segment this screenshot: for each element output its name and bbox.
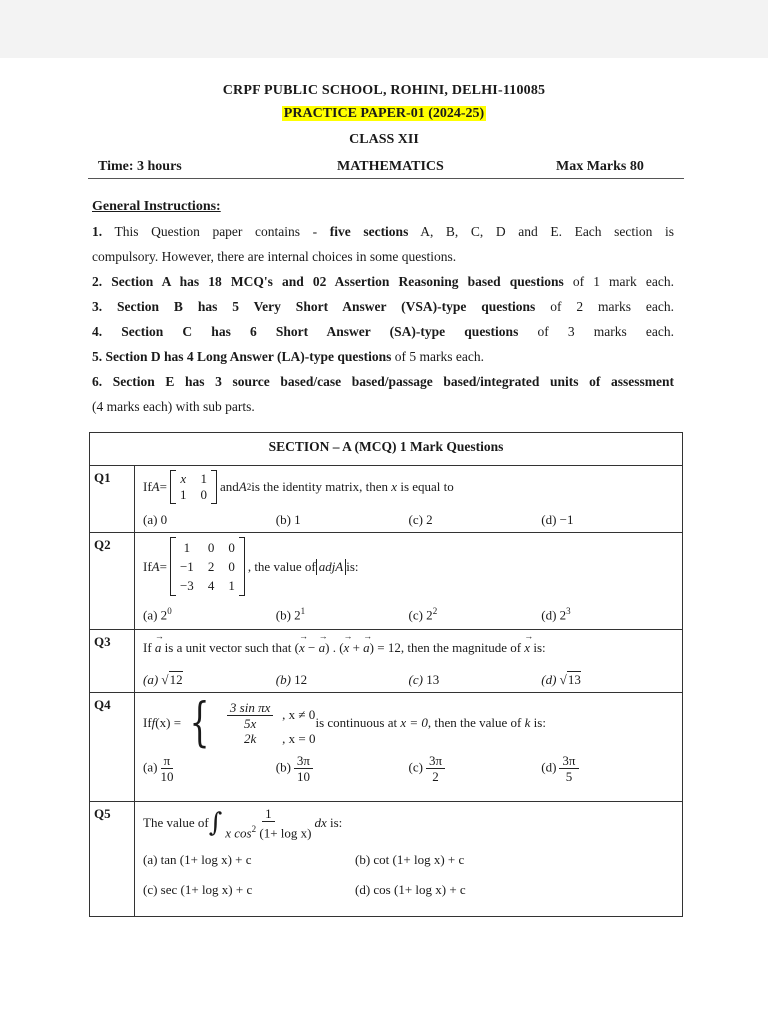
instruction-2: 2. Section A has 18 MCQ's and 02 Assertion Reasoning based questions of 1 mark each. [92,274,674,289]
instruction-1-cont: compulsory. However, there are internal choices in some questions. [92,249,457,264]
school-name: CRPF PUBLIC SCHOOL, ROHINI, DELHI-110085 [222,83,546,98]
instruction-4: 4. Section C has 6 Short Answer (SA)-type questions of 3 marks each. [92,324,674,339]
question-text: If A = 1 0 0 −1 2 0 −3 4 1 , the value of adjA is: [143,537,674,596]
question-row-q4 [90,693,683,802]
option-a: (a) 0 [143,512,168,527]
option-d: (d) $2^3$ [541,606,571,623]
options [143,852,674,898]
instructions-list [92,219,674,419]
option-c: (c) 2 [408,512,433,527]
question-text: If → a is a unit vector such that (→ x − → a) . (→ x + → a) = 12, then the magnitude of → x is: [143,640,674,656]
question-number: Q4 [90,693,135,802]
instruction-6-cont: (4 marks each) with sub parts. [92,399,255,414]
integral-sign: ∫ [208,808,223,839]
option-b: (b) $\frac{3\pi}{10}$ [276,753,409,784]
option-d: (d) −1 [541,512,574,527]
section-a-title: SECTION – A (MCQ) 1 Mark Questions [90,433,683,466]
question-row-q2 [90,533,683,630]
option-c: (c) $2^2$ [408,606,438,623]
option-c: (c) 13 [408,672,440,687]
matrix-a: 1 0 0 −1 2 0 −3 4 1 [170,537,245,596]
option-b: (b) cot (1+ log x) + c [355,852,465,868]
option-c: (c) sec (1+ log x) + c [143,882,253,898]
adj-a-determinant: adjA [316,559,347,575]
option-a: (a) $\frac{\pi}{10}$ [143,753,174,784]
time-label: Time: 3 hours [98,159,182,174]
option-d: (d) $\frac{3\pi}{5}$ [541,753,674,784]
option-d: (d) cos (1+ log x) + c [355,882,466,898]
option-d: (d) √13 [541,672,581,687]
question-text: The value of ∫ $\frac{1}{x \cos^2 (1+ \log x)}$ dx is: [143,806,343,841]
class-label: CLASS XII [349,132,419,147]
question-row-q5 [90,802,683,917]
option-c: (c) $\frac{3\pi}{2}$ [409,753,542,784]
instruction-6: 6. Section E has 3 source based/case based/passage based/integrated units of assessment [92,374,674,389]
piecewise-function: { $\frac{\text{3 sin πx}}{5x}$ , x ≠ 0 2k , x = 0 [189,693,316,753]
option-a: (a) tan (1+ log x) + c [143,852,252,868]
options [143,512,674,528]
question-text: If A = x 1 1 0 and A 2 is the identity matrix, then x is equal to [143,471,454,502]
paper-title: PRACTICE PAPER-01 (2024-25) [283,106,485,121]
options [143,672,674,688]
question-row-q3 [90,630,683,693]
instruction-3: 3. Section B has 5 Very Short Answer (VSA)-type questions of 2 marks each. [92,299,675,314]
question-table [89,432,683,917]
question-number: Q3 [90,630,135,693]
option-a: (a) √12 [143,672,183,687]
question-number: Q5 [90,802,135,917]
options [143,606,674,623]
header-divider [88,178,684,179]
option-b: (b) 1 [275,512,301,527]
option-b: (b) 12 [275,672,308,687]
question-row-q1 [90,466,683,533]
question-number: Q1 [90,466,135,533]
question-text: If f (x) = { $\frac{\text{3 sin πx}}{5x}$ , x ≠ 0 2k , x = 0 is continuous at x = 0 , then the value of k is: [143,693,546,753]
instruction-5: 5. Section D has 4 Long Answer (LA)-type questions of 5 marks each. [92,349,484,364]
general-instructions-heading: General Instructions: [92,199,221,214]
option-a: (a) $2^0$ [143,606,172,623]
max-marks-label: Max Marks 80 [556,159,644,174]
question-number: Q2 [90,533,135,630]
option-b: (b) $2^1$ [275,606,306,623]
subject-label: MATHEMATICS [337,159,444,174]
options [143,753,674,784]
instruction-1: 1. This Question paper contains - five sections A, B, C, D and E. Each section is [92,224,675,239]
matrix-a: x 1 1 0 [170,470,217,504]
